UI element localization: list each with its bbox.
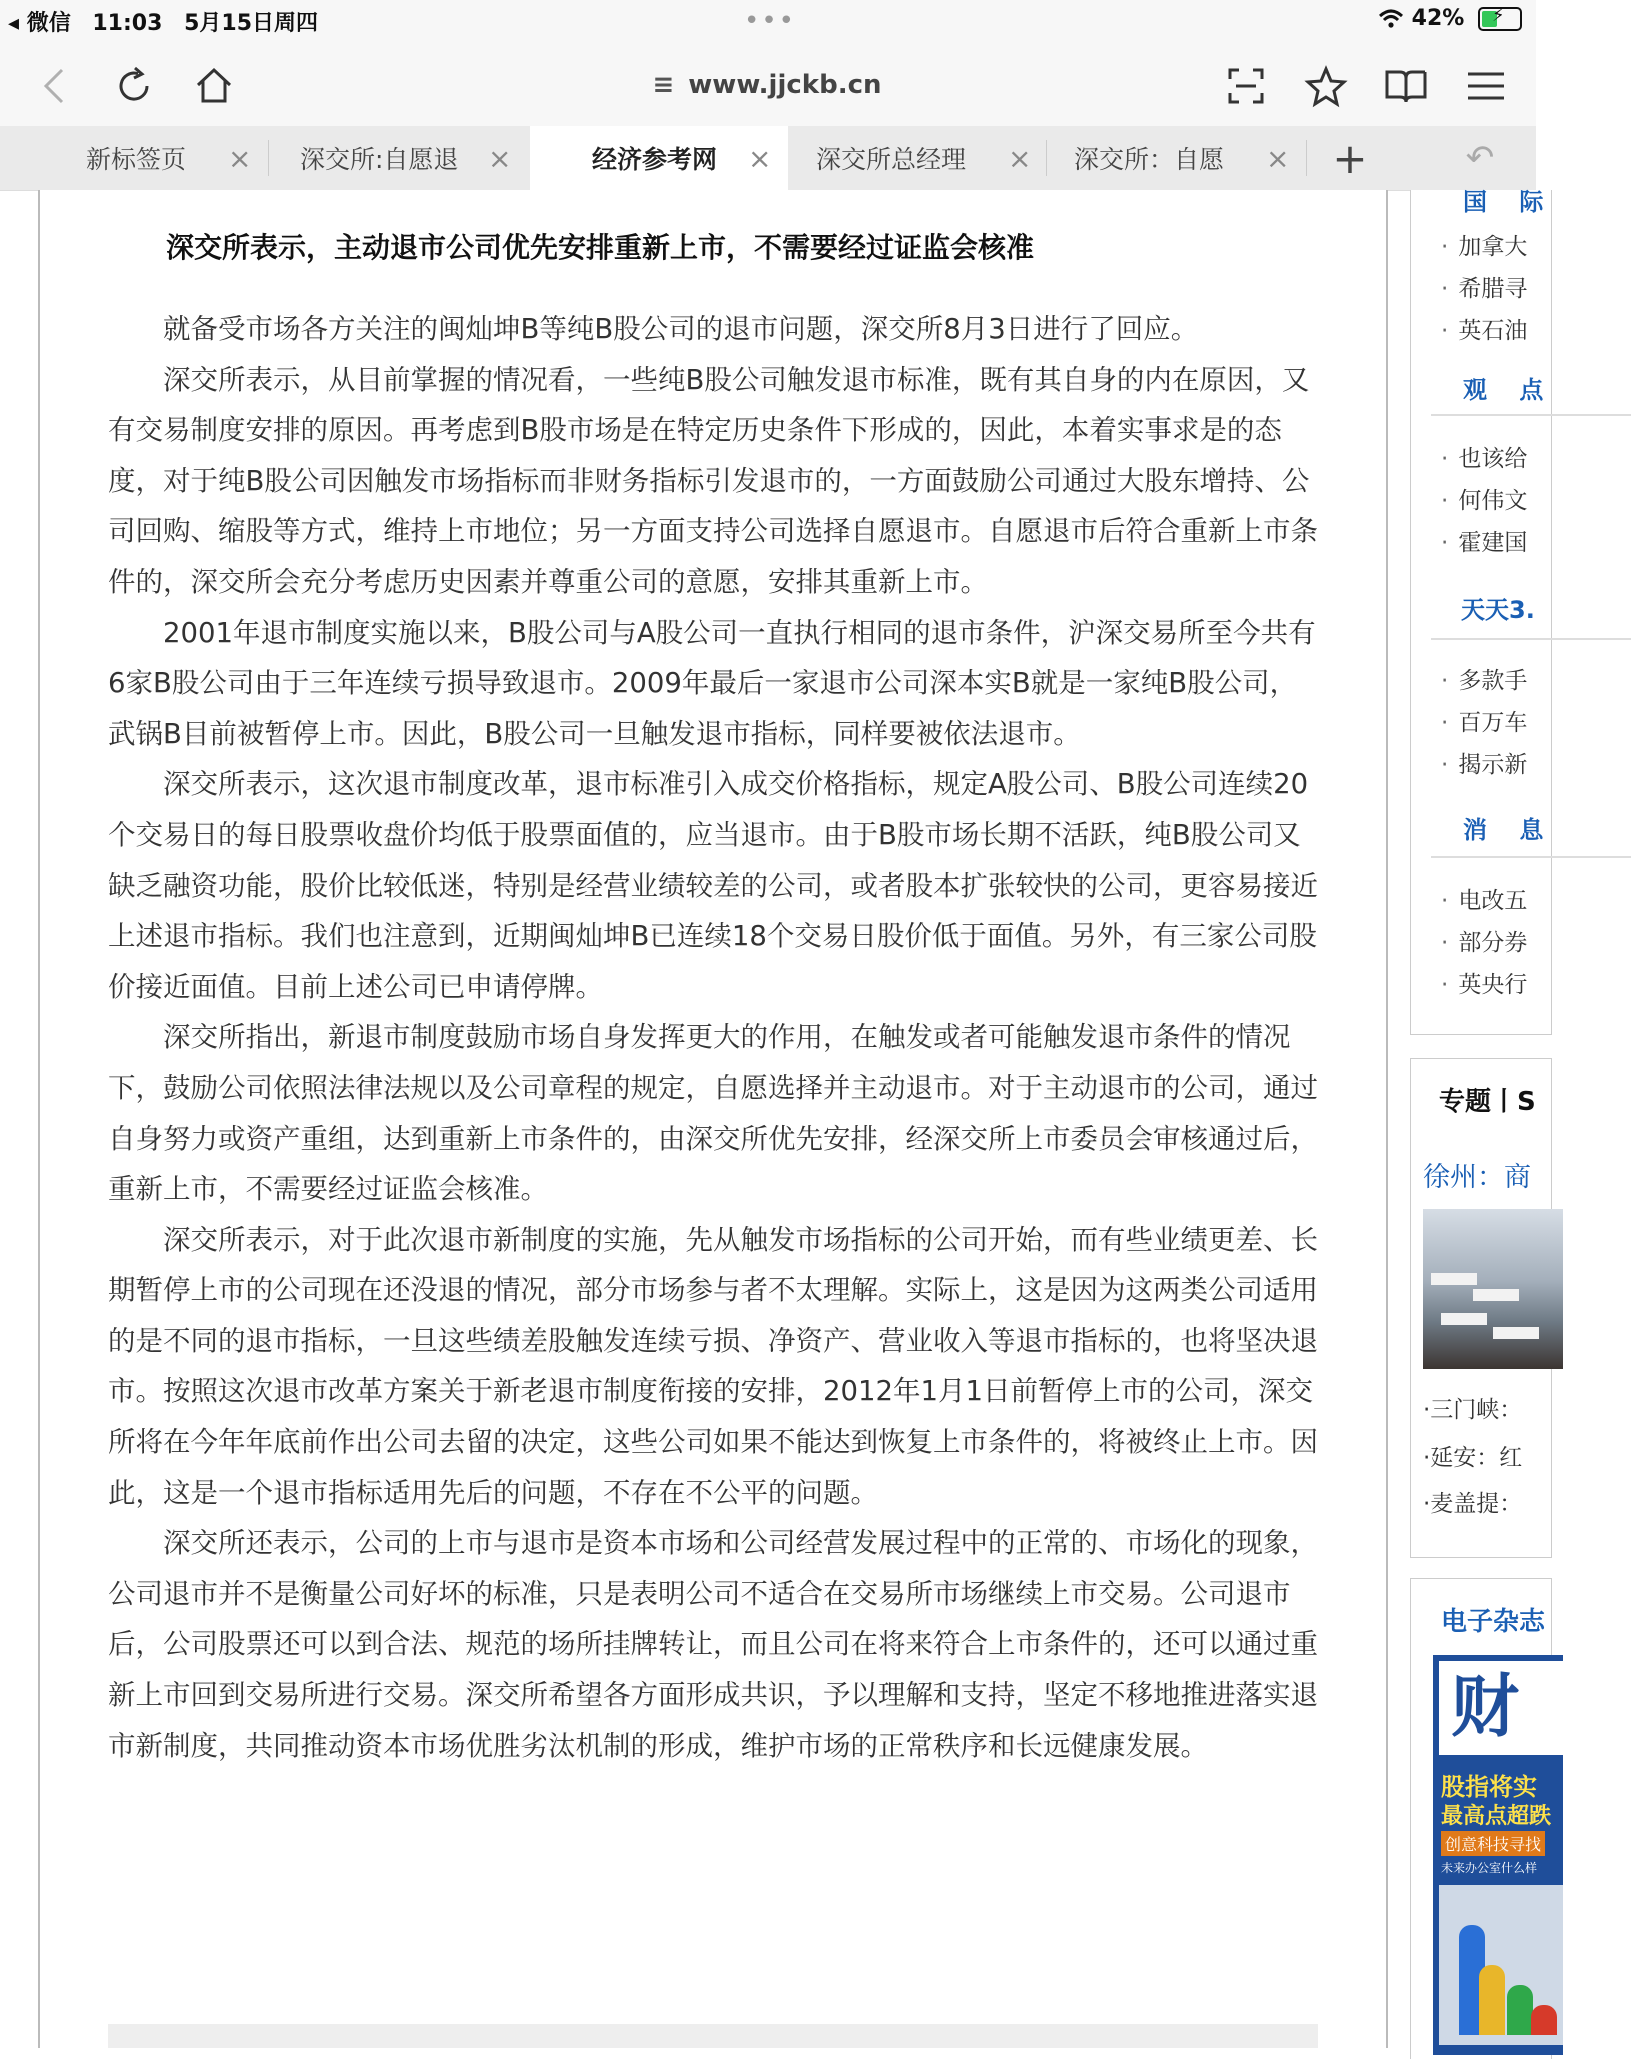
tab-label: 深交所：自愿	[1074, 145, 1225, 174]
article-paragraph: 深交所表示，对于此次退市新制度的实施，先从触发市场指标的公司开始，而有些业绩更差、长期暂停上市的公司现在还没退的情况，部分市场参与者不太理解。实际上，这是因为这两类公司适用的是不同的退市指标，一旦这些绩差股触发连续亏损、净资产、营业收入等退市指标的，也将坚决退市。按照这次退市改革方案关于新老退市制度衔接的安排，2012年1月1日前暂停上市的公司，深交所将在今年年底前作出公司去留的决定，这些公司如果不能达到恢复上市条件的，将被终止上市。因此，这是一个退市指标适用先后的问题，不存在不公平的问题。	[108, 1223, 1318, 1509]
home-button[interactable]	[188, 60, 240, 112]
tab-label: 新标签页	[86, 145, 187, 174]
menu-button[interactable]	[1460, 60, 1512, 112]
sidebar-link[interactable]: · 百万车	[1441, 710, 1528, 736]
magazine-heading: 电子杂志	[1441, 1607, 1546, 1637]
tab-label: 深交所:自愿退	[300, 145, 459, 174]
tab-szse-gm[interactable]	[790, 126, 1044, 190]
tab-label: 经济参考网	[592, 145, 718, 174]
sidebar-link[interactable]: · 电改五	[1441, 888, 1528, 914]
sidebar-link[interactable]: · 希腊寻	[1441, 276, 1528, 302]
new-tab-button[interactable]	[1310, 126, 1390, 190]
magazine-subhead: 最高点超跌	[1441, 1804, 1552, 1829]
sidebar-link[interactable]: · 也该给	[1441, 446, 1528, 472]
sidebar-heading-opinion[interactable]: 观 点	[1463, 376, 1556, 404]
sidebar-heading-315[interactable]: 天天3.	[1461, 596, 1535, 624]
sidebar-link[interactable]: · 英央行	[1441, 972, 1528, 998]
tab-szse-1[interactable]	[270, 126, 528, 190]
article-paragraph: 2001年退市制度实施以来，B股公司与A股公司一直执行相同的退市条件，沪深交易所至今共有6家B股公司由于三年连续亏损导致退市。2009年最后一家退市公司深本实B就是一家纯B股公司，武锅B目前被暂停上市。因此，B股公司一旦触发退市指标，同样要被依法退市。	[108, 616, 1316, 750]
tab-bar	[0, 126, 1536, 191]
undo-close-tab-button[interactable]	[1440, 126, 1520, 190]
sidebar-news-panel	[1410, 188, 1556, 1035]
topic-image[interactable]	[1423, 1209, 1563, 1369]
status-date: 5月15日周四	[184, 11, 319, 36]
topic-heading: 专题丨S	[1439, 1087, 1536, 1117]
article-footer-box	[108, 2024, 1318, 2048]
address-bar[interactable]	[262, 60, 1272, 110]
multitask-dots[interactable]: •••	[744, 6, 797, 36]
sidebar-topic-panel	[1410, 1058, 1552, 1558]
magazine-small-text: 未来办公室什么样	[1441, 1861, 1538, 1875]
close-icon[interactable]: ×	[488, 141, 512, 175]
article-paragraph: 就备受市场各方关注的闽灿坤B等纯B股公司的退市问题，深交所8月3日进行了回应。	[163, 313, 1199, 345]
article-paragraph: 深交所表示，从目前掌握的情况看，一些纯B股公司触发退市标准，既有其自身的内在原因，又有交易制度安排的原因。再考虑到B股市场是在特定历史条件下形成的，因此，本着实事求是的态度，对于纯B股公司因触发市场指标而非财务指标引发退市的，一方面鼓励公司通过大股东增持、公司回购、缩股等方式，维持上市地位；另一方面支持公司选择自愿退市。自愿退市后符合重新上市条件的，深交所会充分考虑历史因素并尊重公司的意愿，安排其重新上市。	[108, 363, 1318, 598]
sidebar-link[interactable]: · 多款手	[1441, 668, 1528, 694]
sidebar-link[interactable]: · 部分券	[1441, 930, 1528, 956]
battery-percent: 42%	[1411, 6, 1465, 31]
magazine-cover-art	[1439, 1885, 1563, 2045]
battery-icon: ⚡	[1478, 7, 1522, 31]
sidebar-link[interactable]: · 霍建国	[1441, 530, 1528, 556]
url-text[interactable]: www.jjckb.cn	[688, 70, 882, 100]
back-button[interactable]	[28, 60, 80, 112]
tab-label: 深交所总经理	[816, 145, 967, 174]
topic-item[interactable]: ·麦盖提：	[1423, 1491, 1523, 1517]
article-subheading: 深交所表示，主动退市公司优先安排重新上市，不需要经过证监会核准	[166, 231, 1035, 264]
tab-new[interactable]	[0, 126, 266, 190]
topic-item[interactable]: ·三门峡：	[1423, 1397, 1523, 1423]
magazine-tag: 创意科技寻找	[1441, 1831, 1545, 1856]
undo-icon: ↶	[1465, 138, 1495, 178]
tab-jjckb-active[interactable]	[530, 126, 788, 190]
close-icon[interactable]: ×	[1266, 141, 1290, 175]
scan-button[interactable]	[1220, 60, 1272, 112]
sidebar-link[interactable]: · 何伟文	[1441, 488, 1528, 514]
sidebar-magazine-panel	[1410, 1578, 1552, 2059]
sidebar-link[interactable]: · 英石油	[1441, 318, 1528, 344]
magazine-cover[interactable]	[1433, 1655, 1563, 2055]
topic-link[interactable]: 徐州：商	[1423, 1162, 1531, 1193]
back-to-app-link[interactable]: ◂ 微信	[8, 11, 71, 36]
reader-lines-icon[interactable]: ≡	[652, 70, 675, 100]
article-paragraph: 深交所表示，这次退市制度改革，退市标准引入成交价格指标，规定A股公司、B股公司连续20个交易日的每日股票收盘价均低于股票面值的，应当退市。由于B股市场长期不活跃，纯B股公司又缺乏融资功能，股价比较低迷，特别是经营业绩较差的公司，或者股本扩张较快的公司，更容易接近上述退市指标。我们也注意到，近期闽灿坤B已连续18个交易日股价低于面值。另外，有三家公司股价接近面值。目前上述公司已申请停牌。	[108, 768, 1318, 1003]
sidebar-link[interactable]: · 加拿大	[1441, 234, 1528, 260]
article-body	[108, 304, 1324, 1771]
browser-toolbar	[0, 40, 1536, 130]
sidebar-heading-news[interactable]: 消 息	[1463, 816, 1556, 844]
close-icon[interactable]: ×	[228, 141, 252, 175]
magazine-headline: 股指将实	[1441, 1773, 1537, 1801]
reload-button[interactable]	[108, 60, 160, 112]
reading-list-button[interactable]	[1380, 60, 1432, 112]
article-paragraph: 深交所指出，新退市制度鼓励市场自身发挥更大的作用，在触发或者可能触发退市条件的情况下，鼓励公司依照法律法规以及公司章程的规定，自愿选择并主动退市。对于主动退市的公司，通过自身努力或资产重组，达到重新上市条件的，由深交所优先安排，经深交所上市委员会审核通过后，重新上市，不需要经过证监会核准。	[108, 1021, 1318, 1206]
bookmark-star-button[interactable]	[1300, 60, 1352, 112]
plus-icon: +	[1332, 133, 1368, 183]
tab-szse-2[interactable]	[1048, 126, 1304, 190]
status-time: 11:03	[92, 11, 163, 36]
magazine-masthead: 财	[1439, 1661, 1575, 1755]
wifi-icon	[1378, 6, 1412, 31]
close-icon[interactable]: ×	[1008, 141, 1032, 175]
article-paragraph: 深交所还表示，公司的上市与退市是资本市场和公司经营发展过程中的正常的、市场化的现象，公司退市并不是衡量公司好坏的标准，只是表明公司不适合在交易所市场继续上市交易。公司退市后，公司股票还可以到合法、规范的场所挂牌转让，而且公司在将来符合上市条件的，还可以通过重新上市回到交易所进行交易。深交所希望各方面形成共识，予以理解和支持，坚定不移地推进落实退市新制度，共同推动资本市场优胜劣汰机制的形成，维护市场的正常秩序和长远健康发展。	[108, 1527, 1318, 1762]
close-icon[interactable]: ×	[748, 141, 772, 175]
topic-item[interactable]: ·延安：红	[1423, 1445, 1523, 1471]
sidebar-heading-intl: 国 际	[1463, 188, 1556, 216]
sidebar-link[interactable]: · 揭示新	[1441, 752, 1528, 778]
status-bar	[0, 0, 1536, 40]
